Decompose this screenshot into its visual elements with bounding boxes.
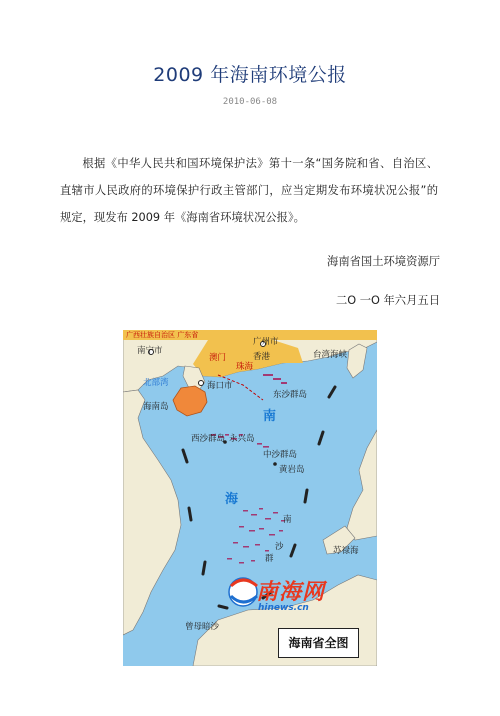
label-macao: 澳门 <box>209 353 227 363</box>
label-sulu: 苏禄海 <box>333 546 359 556</box>
hainan-map-image <box>123 330 377 666</box>
label-huangyan: 黄岩岛 <box>279 465 305 475</box>
label-dongsha: 东沙群岛 <box>273 390 308 400</box>
hinews-logo-url: hinews.cn <box>258 603 309 613</box>
label-zhuhai: 珠海 <box>236 362 254 372</box>
label-qun: 群 <box>265 554 274 564</box>
publish-date: 2010-06-08 <box>222 97 278 107</box>
signer: 海南省国土环境资源厅 <box>327 255 440 268</box>
label-nanning: 南宁市 <box>137 346 163 356</box>
label-xisha: 西沙群岛 <box>191 434 226 444</box>
label-zengmu: 曾母暗沙 <box>185 622 220 632</box>
label-beibu-gulf: 北部湾 <box>143 378 169 388</box>
page-title: 2009 年海南环境公报 <box>153 64 347 86</box>
label-zhongsha: 中沙群岛 <box>263 450 298 460</box>
logo-globe <box>229 578 257 606</box>
label-guangzhou: 广州市 <box>253 337 279 347</box>
body-paragraph <box>60 150 438 231</box>
signature-date: 二O 一O 年六月五日 <box>335 294 440 307</box>
hinews-logo-text: 南海网 <box>256 580 326 605</box>
paragraph-text: 根据《中华人民共和国环境保护法》第十一条“国务院和省、自治区、直辖市人民政府的环境保护行政主管部门，应当定期发布环境状况公报”的规定，现发布 2009 年《海南省环境状况公报》。 <box>60 157 438 224</box>
label-yongxing: 永兴岛 <box>229 434 255 444</box>
map-banner: 广西壮族自治区 广东省 <box>123 330 377 340</box>
label-nan-2: 南 <box>283 515 292 525</box>
label-hongkong: 香港 <box>253 352 271 362</box>
label-taiwan-strait: 台湾海峡 <box>313 350 348 360</box>
label-haikou: 海口市 <box>207 381 233 391</box>
label-sha: 沙 <box>275 542 284 552</box>
label-hainan-island: 海南岛 <box>143 402 169 412</box>
label-hai: 海 <box>225 492 239 507</box>
label-nan-1: 南 <box>263 409 277 424</box>
map-title-box: 海南省全图 <box>278 628 359 658</box>
